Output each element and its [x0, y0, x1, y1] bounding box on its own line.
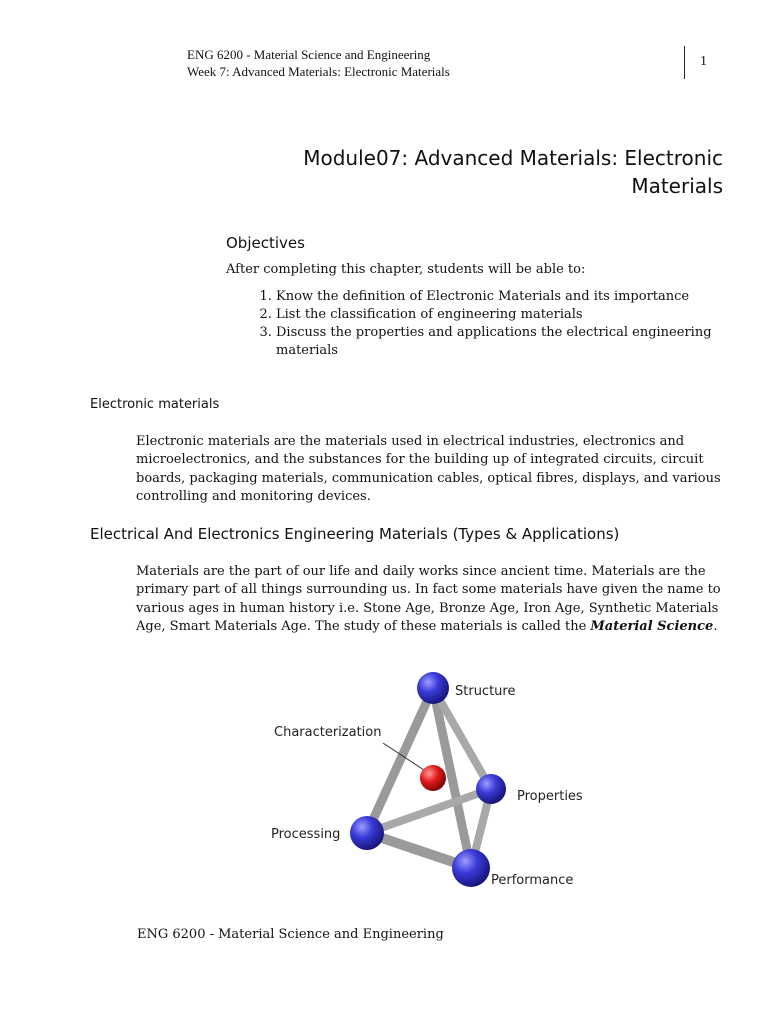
properties-label: Properties	[517, 789, 583, 804]
types-applications-heading: Electrical And Electronics Engineering Materials (Types & Applications)	[90, 525, 620, 543]
title-line-1: Module07: Advanced Materials: Electronic	[303, 146, 723, 170]
electronic-materials-paragraph: Electronic materials are the materials used in electrical industries, electronics and microelectronics, and the substances for the building up of integrated circuits, circuit boards, packaging materials, communication cables, optical fibres, displays, and various controlling and monitoring devices.	[136, 434, 721, 504]
materials-tetrahedron-diagram	[255, 655, 595, 900]
page-number: 1	[700, 54, 707, 69]
list-item: 1. Know the definition of Electronic Materials and its importance	[276, 288, 746, 306]
structure-label: Structure	[455, 684, 516, 699]
list-item: 2. List the classification of engineering materials	[276, 306, 746, 324]
objectives-list	[244, 288, 746, 360]
page-footer: ENG 6200 - Material Science and Engineering	[137, 927, 444, 942]
material-science-emphasis: Material Science	[590, 618, 714, 634]
header-course: ENG 6200 - Material Science and Engineering	[187, 47, 431, 62]
objectives-heading: Objectives	[226, 234, 305, 252]
properties-node	[476, 774, 506, 804]
processing-node	[350, 816, 384, 850]
paragraph-end: .	[713, 618, 718, 634]
characterization-node	[420, 765, 446, 791]
structure-node	[417, 672, 449, 704]
list-item: 3. Discuss the properties and applications the electrical engineering materials	[276, 324, 746, 360]
types-applications-paragraph	[136, 563, 736, 636]
header-week: Week 7: Advanced Materials: Electronic Materials	[187, 64, 450, 79]
title-line-2: Materials	[631, 174, 723, 198]
performance-label: Performance	[491, 873, 574, 888]
performance-node	[452, 849, 490, 887]
page-title	[243, 144, 723, 200]
paragraph-text: Materials are the part of our life and daily works since ancient time. Materials are the primary part of all things surrounding us. In fact some materials have given the name to various ages in human history i.e. Stone Age, Bronze Age, Iron Age, Synthetic Materials Age, Smart Materials Age. The study of these materials is called the	[136, 564, 721, 634]
electronic-materials-heading: Electronic materials	[90, 397, 220, 412]
characterization-label: Characterization	[274, 725, 382, 740]
processing-label: Processing	[271, 827, 341, 842]
objectives-intro: After completing this chapter, students will be able to:	[226, 262, 586, 277]
header-divider	[684, 46, 685, 79]
